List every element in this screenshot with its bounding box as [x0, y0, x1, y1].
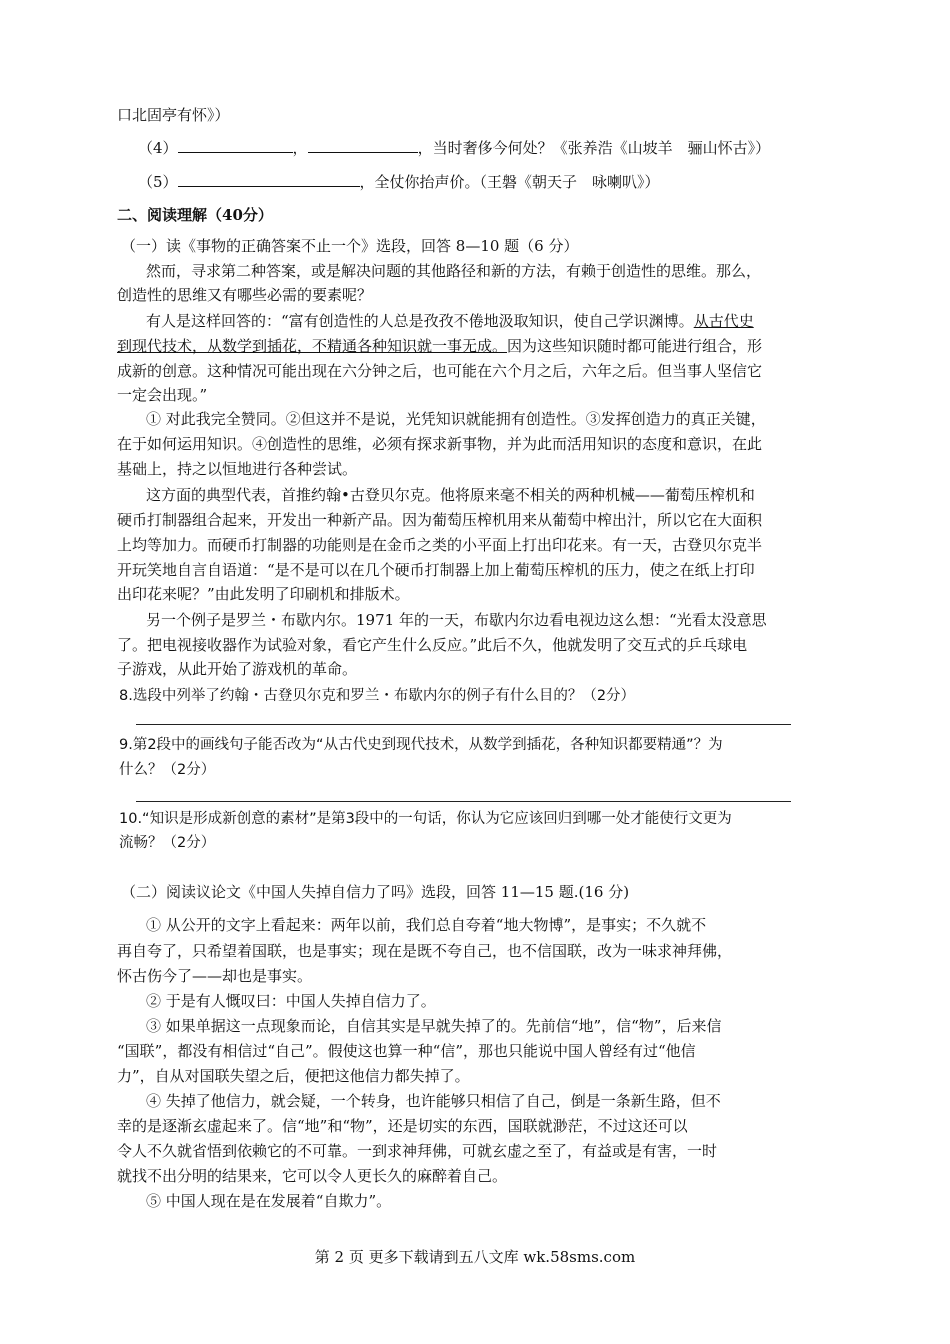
p4-line: 开玩笑地自言自语道：“是不是可以在几个硬币打制器上加上葡萄压榨机的压力，使之在纸上打印: [117, 561, 755, 579]
p2-line: [146, 310, 754, 332]
question-9: 9.第2段中的画线句子能否改为“从古代史到现代技术，从数学到插花，各种知识都要精通”？为: [119, 737, 723, 753]
p3-line: 在于如何运用知识。④创造性的思维，必须有探求新事物，并为此而活用知识的态度和意识，在此: [117, 435, 763, 453]
fill-item-5: [138, 170, 660, 193]
question-9: 什么？（2分）: [119, 762, 216, 778]
p4-line: 出印花来呢？”由此发明了印刷机和排版术。: [117, 585, 410, 603]
fill-item-5-number: （5）: [138, 173, 178, 191]
p2-line: 一定会出现。”: [117, 386, 208, 404]
question-8: 8.选段中列举了约翰・古登贝尔克和罗兰・布歇内尔的例子有什么目的？（2分）: [119, 688, 636, 704]
blank-4b[interactable]: [308, 136, 418, 153]
part1-heading: （一）读《事物的正确答案不止一个》选段，回答 8—10 题（6 分）: [121, 237, 579, 255]
part2-line: ① 从公开的文字上看起来：两年以前，我们总自夸着“地大物博”，是事实；不久就不: [146, 916, 707, 934]
blank-4a[interactable]: [178, 136, 293, 153]
p4-line: 这方面的典型代表，首推约翰•古登贝尔克。他将原来毫不相关的两种机械——葡萄压榨机和: [146, 486, 755, 504]
fill-item-4-rest: ，当时奢侈今何处？《张养浩《山坡羊 骊山怀古》）: [417, 139, 771, 157]
p3-line: ① 对此我完全赞同。②但这并不是说，光凭知识就能拥有创造性。③发挥创造力的真正关键，: [146, 410, 766, 428]
p5-line: 另一个例子是罗兰・布歇内尔。1971 年的一天，布歇内尔边看电视边这么想：“光看太没意思: [146, 611, 767, 629]
p5-line: 了。把电视接收器作为试验对象，看它产生什么反应。”此后不久，他就发明了交互式的乒乓球电: [117, 636, 748, 654]
p4-line: 硬币打制器组合起来，开发出一种新产品。因为葡萄压榨机用来从葡萄中榨出汁，所以它在大面积: [117, 511, 763, 529]
part2-line: 幸的是逐渐玄虚起来了。信“地”和“物”，还是切实的东西，国联就渺茫，不过这还可以: [117, 1117, 688, 1135]
part2-line: 令人不久就省悟到依赖它的不可靠。一到求神拜佛，可就玄虚之至了，有益或是有害，一时: [117, 1142, 718, 1160]
part2-line: 怀古伤今了——却也是事实。: [117, 967, 313, 985]
part2-line: ③ 如果单据这一点现象而论，自信其实是早就失掉了的。先前信“地”，信“物”，后来信: [146, 1017, 722, 1035]
p1-line: 然而，寻求第二种答案，或是解决问题的其他路径和新的方法，有赖于创造性的思维。那么，: [146, 262, 762, 280]
part2-line: ④ 失掉了他信力，就会疑，一个转身，也许能够只相信了自己，倒是一条新生路，但不: [146, 1092, 721, 1110]
blank-5[interactable]: [178, 170, 360, 187]
fill-item-5-rest: ，全仗你抬声价。（王磐《朝天子 咏喇叭》）: [359, 173, 660, 191]
answer-line-9[interactable]: [136, 801, 791, 802]
question-10: 10.“知识是形成新创意的素材”是第3段中的一句话，你认为它应该回归到哪一处才能使行文更为: [119, 811, 732, 827]
part2-line: 力”，自从对国联失望之后，便把这他信力都失掉了。: [117, 1067, 470, 1085]
part2-line: ⑤ 中国人现在是在发展着“自欺力”。: [146, 1192, 392, 1210]
question-10: 流畅？（2分）: [119, 835, 216, 851]
answer-line-8[interactable]: [136, 724, 791, 725]
part2-line: 就找不出分明的结果来，它可以令人更长久的麻醉着自己。: [117, 1167, 508, 1185]
p2-line: 成新的创意。这种情况可能出现在六分钟之后，也可能在六个月之后，六年之后。但当事人坚信它: [117, 362, 763, 380]
underlined-sentence: 到现代技术，从数学到插花，不精通各种知识就一事无成。: [117, 337, 508, 355]
p2-text: 因为这些知识随时都可能进行组合，形: [507, 337, 763, 355]
part2-line: 再自夸了，只希望着国联，也是事实；现在是既不夸自己，也不信国联，改为一味求神拜佛，: [117, 942, 733, 960]
top-fragment: 口北固亭有怀》）: [117, 106, 230, 124]
p2-text: 有人是这样回答的：“富有创造性的人总是孜孜不倦地汲取知识，使自己学识渊博。: [146, 312, 694, 330]
fill-item-4: [138, 136, 770, 159]
p3-line: 基础上，持之以恒地进行各种尝试。: [117, 460, 358, 478]
p1-line: 创造性的思维又有哪些必需的要素呢？: [117, 286, 373, 304]
fill-item-4-number: （4）: [138, 139, 178, 157]
fill-item-4-sep: ，: [292, 139, 308, 157]
underlined-sentence: 从古代史: [693, 312, 754, 330]
p2-line: [117, 335, 762, 357]
part2-line: ② 于是有人慨叹曰：中国人失掉自信力了。: [146, 992, 436, 1010]
page-footer: 第 2 页 更多下载请到五八文库 wk.58sms.com: [314, 1248, 636, 1266]
part2-line: “国联”，都没有相信过“自己”。假使这也算一种“信”，那也只能说中国人曾经有过“他信: [117, 1042, 696, 1060]
part2-heading: （二）阅读议论文《中国人失掉自信力了吗》选段，回答 11—15 题.(16 分): [121, 883, 630, 901]
p5-line: 子游戏，从此开始了游戏机的革命。: [117, 660, 358, 678]
p4-line: 上均等加力。而硬币打制器的功能则是在金币之类的小平面上打出印花来。有一天，古登贝尔克半: [117, 536, 763, 554]
section-2-title: 二、阅读理解（40分）: [117, 206, 273, 224]
